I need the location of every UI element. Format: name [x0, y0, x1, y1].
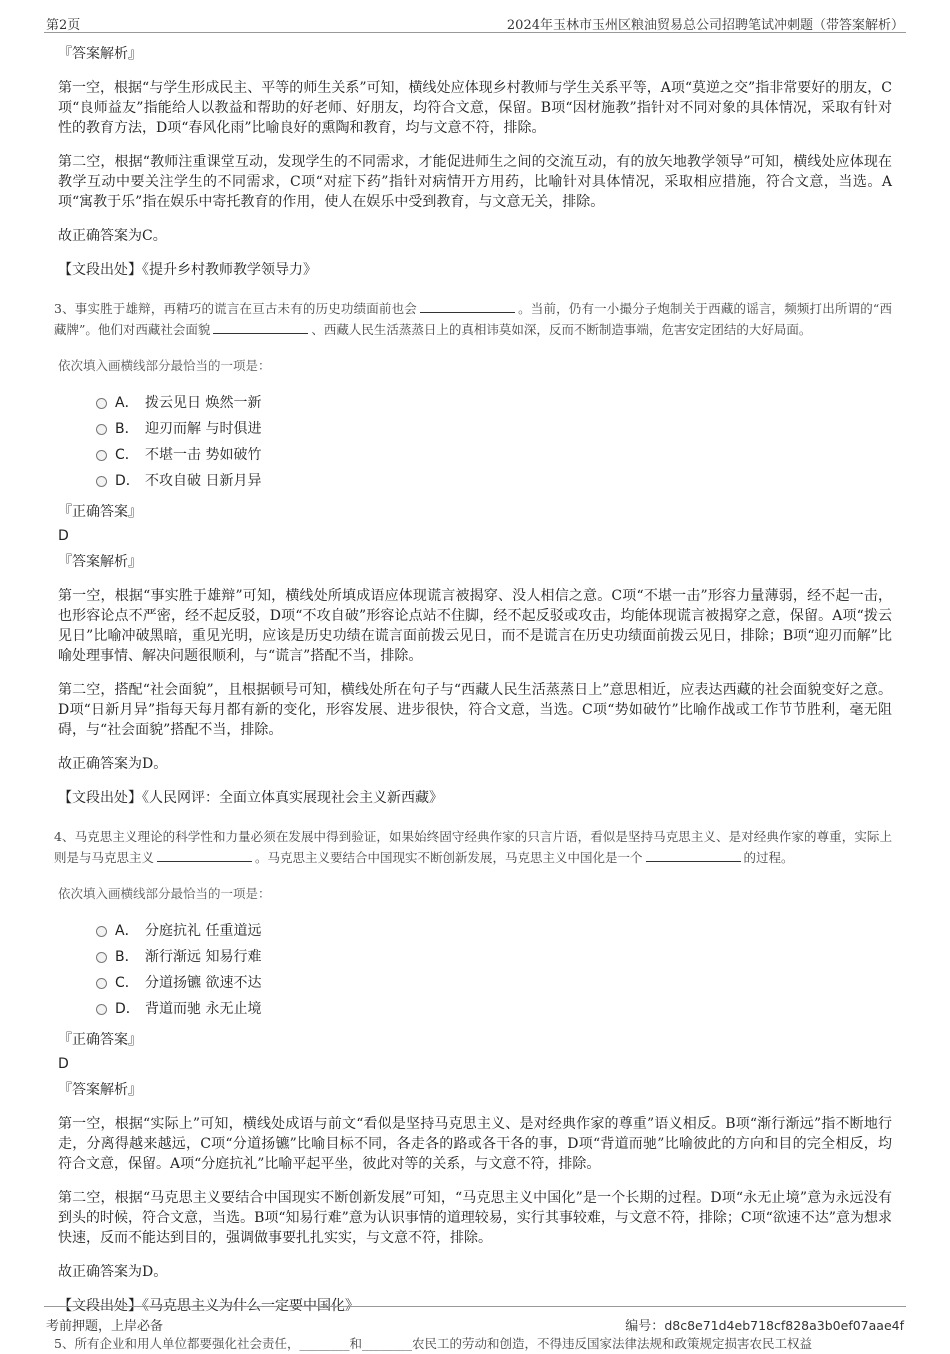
correct-answer: D [58, 1056, 69, 1072]
document-code: 编号：d8c8e71d4eb718cf828a3b0ef07aae4f [625, 1318, 904, 1334]
option-d[interactable]: D． 不攻自破 日新月异 [96, 468, 892, 494]
conclusion: 故正确答案为D。 [58, 1264, 168, 1280]
correct-answer: D [58, 528, 69, 544]
correct-answer-label: 『正确答案』 [58, 1032, 142, 1048]
radio-icon[interactable] [96, 1004, 107, 1015]
option-d[interactable]: D． 背道而驰 永无止境 [96, 996, 892, 1022]
question-4-stem: 4、马克思主义理论的科学性和力量必须在发展中得到验证，如果始终固守经典作家的只言片语，看似是坚持马克思主义、是对经典作家的尊重，实际上则是与马克思主义 。马克思主义要结合中国现实不断创新发展，马克思主义中国化是一个 的过程。 [54, 829, 892, 865]
option-a[interactable]: A． 拨云见日 焕然一新 [96, 390, 892, 416]
radio-icon[interactable] [96, 952, 107, 963]
source-citation: 【文段出处】《提升乡村教师教学领导力》 [58, 262, 317, 278]
analysis-paragraph: 第二空，根据“教师注重课堂互动，发现学生的不同需求，才能促进师生之间的交流互动，有的放矢地教学领导”可知，横线处应体现在教学互动中要关注学生的不同需求，C项“对症下药”指针对病情开方用药，比喻针对具体情况，采取相应措施，符合文意，当选。A项“寓教于乐”指在娱乐中寄托教育的作用，使人在娱乐中受到教育，与文意无关，排除。 [58, 154, 892, 210]
page-header [44, 10, 906, 33]
question-4-options [96, 918, 892, 1022]
page-footer [44, 1306, 906, 1335]
option-b[interactable]: B． 渐行渐远 知易行难 [96, 944, 892, 970]
footer-slogan: 考前押题，上岸必备 [46, 1319, 164, 1334]
question-5-stem-partial: 5、所有企业和用人单位都要强化社会责任，________和________农民工的劳动和创造，不得违反国家法律法规和政策规定损害农民工权益 [54, 1336, 812, 1351]
source-citation: 【文段出处】《马克思主义为什么一定要中国化》 [58, 1298, 359, 1314]
radio-icon[interactable] [96, 926, 107, 937]
radio-icon[interactable] [96, 978, 107, 989]
analysis-paragraph: 第一空，根据“事实胜于雄辩”可知，横线处所填成语应体现谎言被揭穿、没人相信之意。C项“不堪一击”形容力量薄弱，经不起一击，也形容论点不严密，经不起反驳，D项“不攻自破”形容论点站不住脚，经不起反驳或攻击，均能体现谎言被揭穿之意，保留。A项“拨云见日”比喻冲破黑暗，重见光明，应该是历史功绩在谎言面前拨云见日，而不是谎言在历史功绩面前拨云见日，排除；B项“迎刃而解”比喻处理事情、解决问题很顺利，与“谎言”搭配不当，排除。 [58, 588, 892, 664]
analysis-paragraph: 第一空，根据“实际上”可知，横线处成语与前文“看似是坚持马克思主义、是对经典作家的尊重”语义相反。B项“渐行渐远”指不断地行走，分离得越来越远，C项“分道扬镳”比喻目标不同，各走各的路或各干各的事，D项“背道而驰”比喻彼此的方向和目的完全相反，均符合文意，保留。A项“分庭抗礼”比喻平起平坐，彼此对等的关系，与文意不符，排除。 [58, 1116, 892, 1172]
question-3-options [96, 390, 892, 494]
answer-blank [646, 849, 741, 862]
question-instruction: 依次填入画横线部分最恰当的一项是： [58, 886, 271, 901]
radio-icon[interactable] [96, 476, 107, 487]
radio-icon[interactable] [96, 398, 107, 409]
conclusion: 故正确答案为D。 [58, 756, 168, 772]
question-3-stem: 3、事实胜于雄辩，再精巧的谎言在亘古未有的历史功绩面前也会 。当前，仍有一小撮分子炮制关于西藏的谣言，频频打出所谓的“西藏牌”。他们对西藏社会面貌 、西藏人民生活蒸蒸日上的真相讳莫如深，反而不断制造事端，危害安定团结的大好局面。 [54, 301, 892, 337]
conclusion: 故正确答案为C。 [58, 228, 167, 244]
answer-blank [420, 300, 515, 313]
option-c[interactable]: C． 分道扬镳 欲速不达 [96, 970, 892, 996]
analysis-paragraph: 第一空，根据“与学生形成民主、平等的师生关系”可知，横线处应体现乡村教师与学生关系平等，A项“莫逆之交”指非常要好的朋友，C项“良师益友”指能给人以教益和帮助的好老师、好朋友，均符合文意，保留。B项“因材施教”指针对不同对象的具体情况，采取有针对性的教育方法，D项“春风化雨”比喻良好的熏陶和教育，均与文意不符，排除。 [58, 80, 892, 136]
page-number: 第2页 [46, 18, 81, 33]
option-a[interactable]: A． 分庭抗礼 任重道远 [96, 918, 892, 944]
document-title: 2024年玉林市玉州区粮油贸易总公司招聘笔试冲刺题（带答案解析） [506, 18, 904, 33]
question-instruction: 依次填入画横线部分最恰当的一项是： [58, 358, 271, 373]
correct-answer-label: 『正确答案』 [58, 504, 142, 520]
source-citation: 【文段出处】《人民网评：全面立体真实展现社会主义新西藏》 [58, 790, 443, 806]
option-c[interactable]: C． 不堪一击 势如破竹 [96, 442, 892, 468]
option-b[interactable]: B． 迎刃而解 与时俱进 [96, 416, 892, 442]
answer-blank [213, 321, 308, 334]
analysis-label: 『答案解析』 [58, 554, 142, 570]
analysis-paragraph: 第二空，搭配“社会面貌”，且根据顿号可知，横线处所在句子与“西藏人民生活蒸蒸日上”意思相近，应表达西藏的社会面貌变好之意。D项“日新月异”指每天每月都有新的变化，形容发展、进步很快，符合文意，当选。C项“势如破竹”比喻作战或工作节节胜利，毫无阻碍，与“社会面貌”搭配不当，排除。 [58, 682, 892, 738]
analysis-label: 『答案解析』 [58, 46, 142, 62]
analysis-label: 『答案解析』 [58, 1082, 142, 1098]
radio-icon[interactable] [96, 424, 107, 435]
radio-icon[interactable] [96, 450, 107, 461]
answer-blank [157, 849, 252, 862]
analysis-paragraph: 第二空，根据“马克思主义要结合中国现实不断创新发展”可知，“马克思主义中国化”是一个长期的过程。D项“永无止境”意为永远没有到头的时候，符合文意，当选。B项“知易行难”意为认识事情的道理较易，实行其事较难，与文意不符，排除；C项“欲速不达”意为想求快速，反而不能达到目的，强调做事要扎扎实实，与文意不符，排除。 [58, 1190, 892, 1246]
